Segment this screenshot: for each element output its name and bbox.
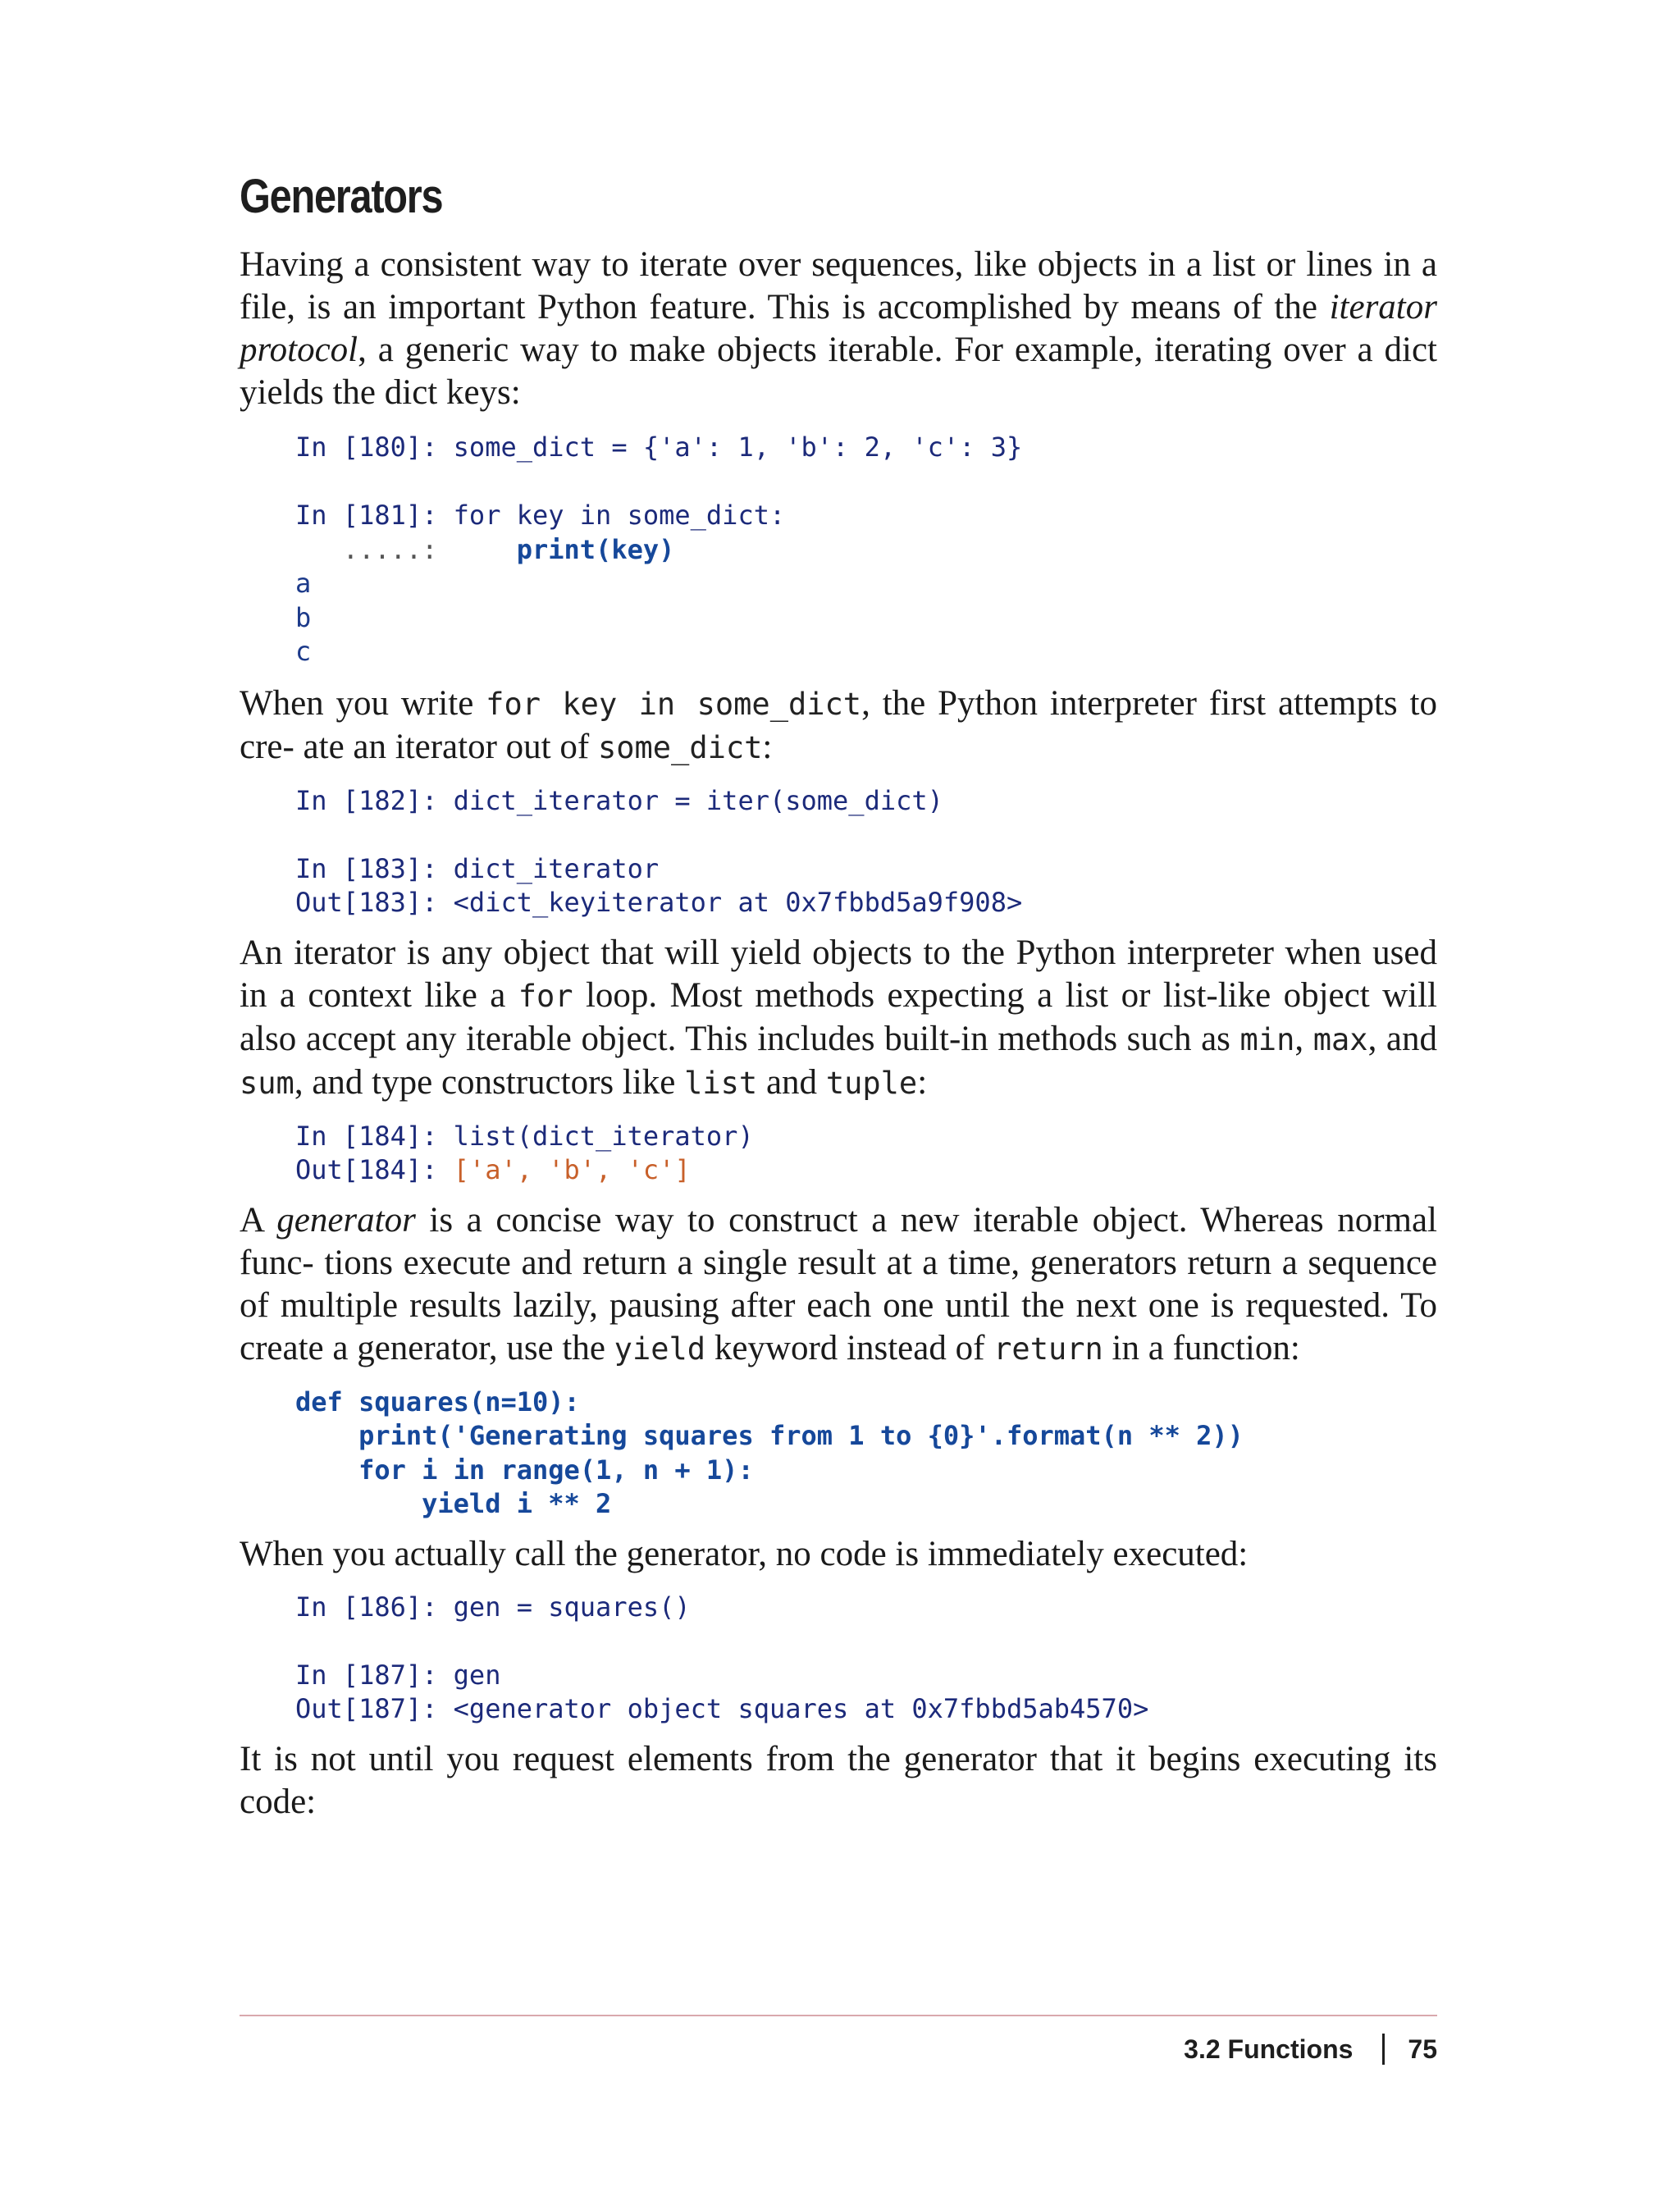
code-line: gen = squares(): [453, 1591, 691, 1623]
inline-code: return: [993, 1331, 1103, 1367]
emphasis-generator: generator: [276, 1200, 416, 1239]
inline-code: max: [1312, 1021, 1368, 1057]
code-line: print('Generating squares from 1 to {0}'.format(n ** 2)): [295, 1420, 1244, 1451]
code-line: gen: [453, 1659, 501, 1691]
paragraph-request-elements: It is not until you request elements from the generator that it begins executing its code:: [240, 1739, 1437, 1821]
paragraph-iterator-creation: When you write for key in some_dict, the Python interpreter first attempts to cre‐ ate an iterator out of some_dict:: [240, 683, 1437, 766]
section-heading: Generators: [240, 170, 443, 223]
footer-separator: [1382, 2034, 1385, 2065]
code-line: dict_iterator: [453, 852, 660, 884]
output-line: c: [295, 636, 312, 667]
paragraph-generator-definition: A generator is a concise way to construct a new iterable object. Whereas normal func‐ tions execute and return a single result at a time, generators return a sequence of multiple results lazily, pausing after each one until the next one is requested. To create a generator, use the yield keyword instead of return in a function:: [240, 1200, 1438, 1367]
code-block-gen: In [186]: gen = squares() In [187]: gen Out[187]: <generator object squares at 0x7fbbd5ab4570>: [295, 1591, 1149, 1724]
paragraph-call-generator: When you actually call the generator, no code is immediately executed:: [240, 1534, 1249, 1573]
inline-code: yield: [614, 1331, 706, 1367]
code-block-squares-def: [240, 1386, 1437, 1522]
emphasis-iterator-protocol: iterator protocol: [240, 288, 1437, 369]
code-line: for i in range(1, n + 1):: [295, 1454, 754, 1486]
code-line: for key in some_dict:: [453, 500, 786, 531]
code-line: yield i ** 2: [295, 1488, 612, 1519]
output-line: <dict_keyiterator at 0x7fbbd5a9f908>: [453, 887, 1023, 918]
code-line: list(dict_iterator): [453, 1120, 754, 1152]
inline-code: min: [1239, 1021, 1295, 1057]
page-number: 75: [1408, 2034, 1437, 2064]
code-line: some_dict = {'a': 1, 'b': 2, 'c': 3}: [453, 431, 1023, 463]
code-line: print(key): [516, 533, 675, 565]
paragraph-intro: Having a consistent way to iterate over sequences, like objects in a list or lines in a file, is an important Python feature. This is accomplished by means of the iterator protocol, a generic way to make objects iterable. For example, iterating over a dict yields the dict keys:: [240, 245, 1437, 412]
footer-section-title: 3.2 Functions: [1184, 2034, 1354, 2064]
code-line: def squares(n=10):: [295, 1386, 580, 1418]
output-line: ['a', 'b', 'c']: [453, 1154, 691, 1185]
output-line: b: [295, 601, 312, 633]
page-content: [240, 168, 1437, 1824]
code-line: dict_iterator = iter(some_dict): [453, 784, 943, 816]
inline-code: some_dict: [597, 729, 763, 765]
inline-code: for: [518, 978, 573, 1014]
inline-code: list: [684, 1065, 758, 1101]
code-block-dict-iteration: In [180]: some_dict = {'a': 1, 'b': 2, 'c': 3} In [181]: for key in some_dict: .....: print(key) a b c: [295, 431, 1023, 667]
inline-code: tuple: [825, 1065, 918, 1101]
page-footer: [1184, 2031, 1437, 2067]
output-line: a: [295, 568, 312, 599]
code-block-iter: In [182]: dict_iterator = iter(some_dict) In [183]: dict_iterator Out[183]: <dict_keyiterator at 0x7fbbd5a9f908>: [295, 784, 1023, 918]
code-block-list: In [184]: list(dict_iterator) Out[184]: ['a', 'b', 'c']: [295, 1120, 754, 1185]
paragraph-iterator-definition: An iterator is any object that will yield objects to the Python interpreter when used in a context like a for loop. Most methods expecting a list or list-like object will also accept any iterable object. This includes built-in methods such as min, max, and sum, and type constructors like list and tuple:: [240, 933, 1438, 1102]
output-line: <generator object squares at 0x7fbbd5ab4570>: [453, 1693, 1149, 1724]
inline-code: sum: [240, 1065, 294, 1101]
inline-code: for key in some_dict: [486, 686, 862, 722]
footer-rule: [240, 2015, 1437, 2016]
